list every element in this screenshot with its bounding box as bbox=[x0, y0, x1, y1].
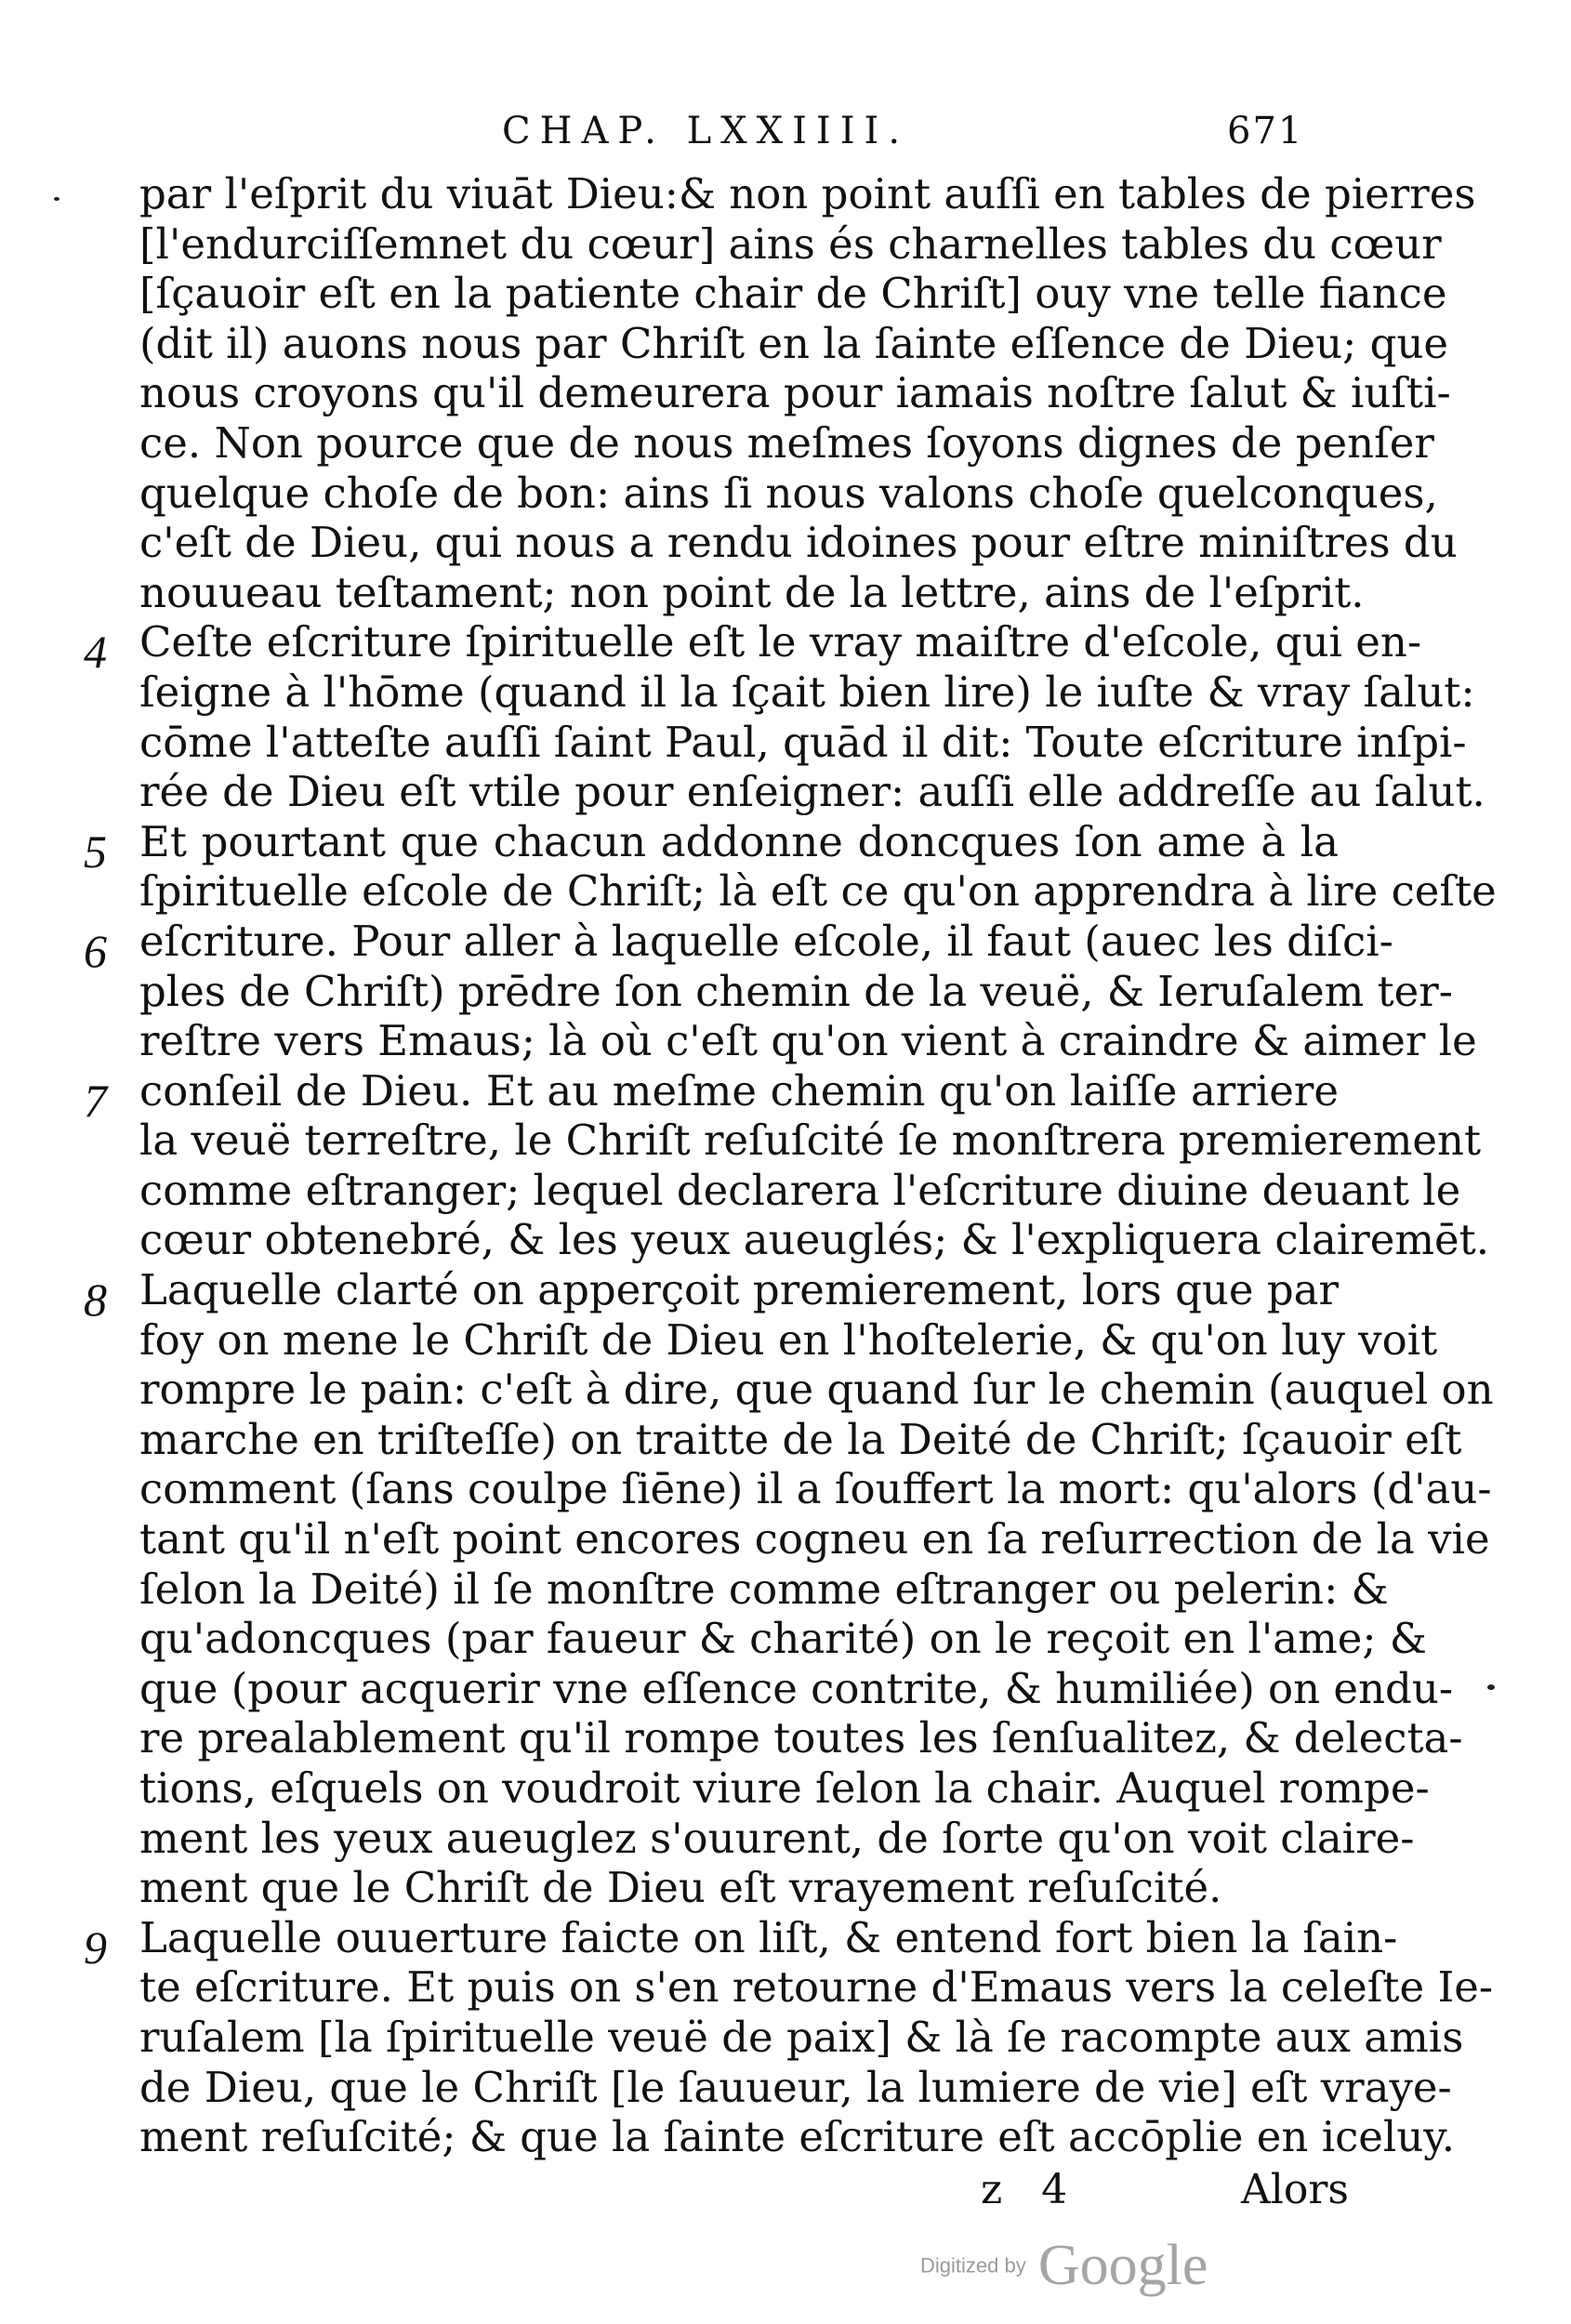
text-line: [ſçauoir eſt en la patiente chair de Chriſt] ouy vne telle fiance bbox=[139, 269, 1447, 319]
text-line: par l'eſprit du viuāt Dieu:& non point auſſi en tables de pierres bbox=[139, 169, 1476, 218]
google-logo: Google bbox=[1037, 2234, 1208, 2297]
body-text bbox=[139, 169, 1497, 2162]
watermark-prefix: Digitized by bbox=[920, 2253, 1026, 2278]
text-line: quelque choſe de bon: ains ſi nous valons choſe quelconques, bbox=[139, 468, 1438, 518]
text-line: de Dieu, que le Chriſt [le ſauueur, la lumiere de vie] eſt vraye- bbox=[139, 2062, 1452, 2112]
text-line: marche en triſteſſe) on traitte de la Deité de Chriſt; ſçauoir eſt bbox=[139, 1414, 1462, 1464]
margin-number: 4 bbox=[84, 626, 107, 679]
text-line: ſelon la Deité) il ſe monſtre comme eſtranger ou pelerin: & bbox=[139, 1564, 1389, 1614]
margin-number: 6 bbox=[84, 925, 107, 977]
margin-number: 8 bbox=[84, 1274, 107, 1327]
margin-number: 9 bbox=[84, 1921, 107, 1974]
text-line: ment reſuſcité; & que la ſainte eſcriture eſt accōplie en iceluy. bbox=[139, 2112, 1456, 2162]
text-line: comment (ſans coulpe ſiēne) il a ſouffert la mort: qu'alors (d'au- bbox=[139, 1464, 1492, 1514]
signature-mark: z 4 bbox=[981, 2166, 1081, 2213]
text-line: Laquelle ouuerture faicte on liſt, & entend fort bien la ſain- bbox=[139, 1912, 1398, 1962]
text-line: ment que le Chriſt de Dieu eſt vrayement reſuſcité. bbox=[139, 1863, 1222, 1913]
text-line: rompre le pain: c'eſt à dire, que quand ſur le chemin (auquel on bbox=[139, 1365, 1494, 1415]
text-line: rée de Dieu eſt vtile pour enſeigner: auſſi elle addreſſe au ſalut. bbox=[139, 767, 1485, 817]
text-line: conſeil de Dieu. Et au meſme chemin qu'on laiſſe arriere bbox=[139, 1065, 1339, 1116]
text-line: Et pourtant que chacun addonne doncques ſon ame à la bbox=[139, 816, 1339, 866]
text-line: c'eſt de Dieu, qui nous a rendu idoines pour eſtre miniſtres du bbox=[139, 518, 1458, 568]
text-line: Laquelle clarté on apperçoit premierement, lors que par bbox=[139, 1265, 1339, 1315]
margin-number: 7 bbox=[84, 1074, 107, 1127]
margin-verse-numbers bbox=[0, 0, 139, 2324]
text-line: re prealablement qu'il rompe toutes les ſenſualitez, & delecta- bbox=[139, 1713, 1463, 1763]
digitized-by-google-watermark bbox=[920, 2233, 1208, 2298]
catchword: Alors bbox=[1241, 2166, 1349, 2213]
text-line: ment les yeux aueuglez s'ouurent, de ſorte qu'on voit claire- bbox=[139, 1813, 1415, 1863]
text-line: tions, eſquels on voudroit viure ſelon la chair. Auquel rompe- bbox=[139, 1763, 1430, 1813]
text-line: qu'adoncques (par faueur & charité) on le reçoit en l'ame; & bbox=[139, 1614, 1427, 1664]
text-line: cōme l'atteſte auſſi ſaint Paul, quād il dit: Toute eſcriture inſpi- bbox=[139, 717, 1467, 767]
margin-number: 5 bbox=[84, 825, 107, 878]
text-line: la veuë terreſtre, le Chriſt reſuſcité ſe monſtrera premierement bbox=[139, 1116, 1482, 1166]
text-line: comme eſtranger; lequel declarera l'eſcriture diuine deuant le bbox=[139, 1165, 1461, 1215]
running-title: CHAP. LXXIIII. bbox=[502, 110, 910, 152]
text-line: (dit il) auons nous par Chriſt en la ſainte eſſence de Dieu; que bbox=[139, 318, 1449, 368]
text-line: te eſcriture. Et puis on s'en retourne d'Emaus vers la celeſte Ie- bbox=[139, 1962, 1494, 2013]
text-line: reſtre vers Emaus; là où c'eſt qu'on vient à craindre & aimer le bbox=[139, 1016, 1477, 1066]
text-line: ſpirituelle eſcole de Chriſt; là eſt ce qu'on apprendra à lire ceſte bbox=[139, 866, 1497, 917]
ink-speck bbox=[1487, 1684, 1495, 1690]
text-line: nous croyons qu'il demeurera pour iamais noſtre ſalut & iuſti- bbox=[139, 368, 1451, 418]
ink-speck bbox=[54, 197, 59, 201]
text-line: que (pour acquerir vne eſſence contrite, & humiliée) on endu- bbox=[139, 1663, 1454, 1713]
page-number: 671 bbox=[1227, 110, 1304, 152]
text-line: ſeigne à l'hōme (quand il la ſçait bien lire) le iuſte & vray ſalut: bbox=[139, 667, 1475, 717]
running-head bbox=[0, 110, 1571, 165]
text-line: eſcriture. Pour aller à laquelle eſcole, il faut (auec les diſci- bbox=[139, 916, 1393, 966]
text-line: ples de Chriſt) prēdre ſon chemin de la veuë, & Ieruſalem ter- bbox=[139, 966, 1453, 1016]
text-line: foy on mene le Chriſt de Dieu en l'hoſtelerie, & qu'on luy voit bbox=[139, 1314, 1438, 1365]
text-line: nouueau teſtament; non point de la lettre, ains de l'eſprit. bbox=[139, 567, 1365, 617]
text-line: ruſalem [la ſpirituelle veuë de paix] & là ſe racompte aux amis bbox=[139, 2012, 1464, 2062]
text-line: [l'endurciſſemnet du cœur] ains és charnelles tables du cœur bbox=[139, 218, 1442, 269]
text-line: ce. Non pource que de nous meſmes ſoyons dignes de penſer bbox=[139, 417, 1434, 468]
text-line: tant qu'il n'eſt point encores cogneu en ſa reſurrection de la vie bbox=[139, 1514, 1490, 1565]
text-line: Ceſte eſcriture ſpirituelle eſt le vray maiſtre d'eſcole, qui en- bbox=[139, 617, 1422, 667]
text-line: cœur obtenebré, & les yeux aueuglés; & l'expliquera clairemēt. bbox=[139, 1215, 1490, 1265]
